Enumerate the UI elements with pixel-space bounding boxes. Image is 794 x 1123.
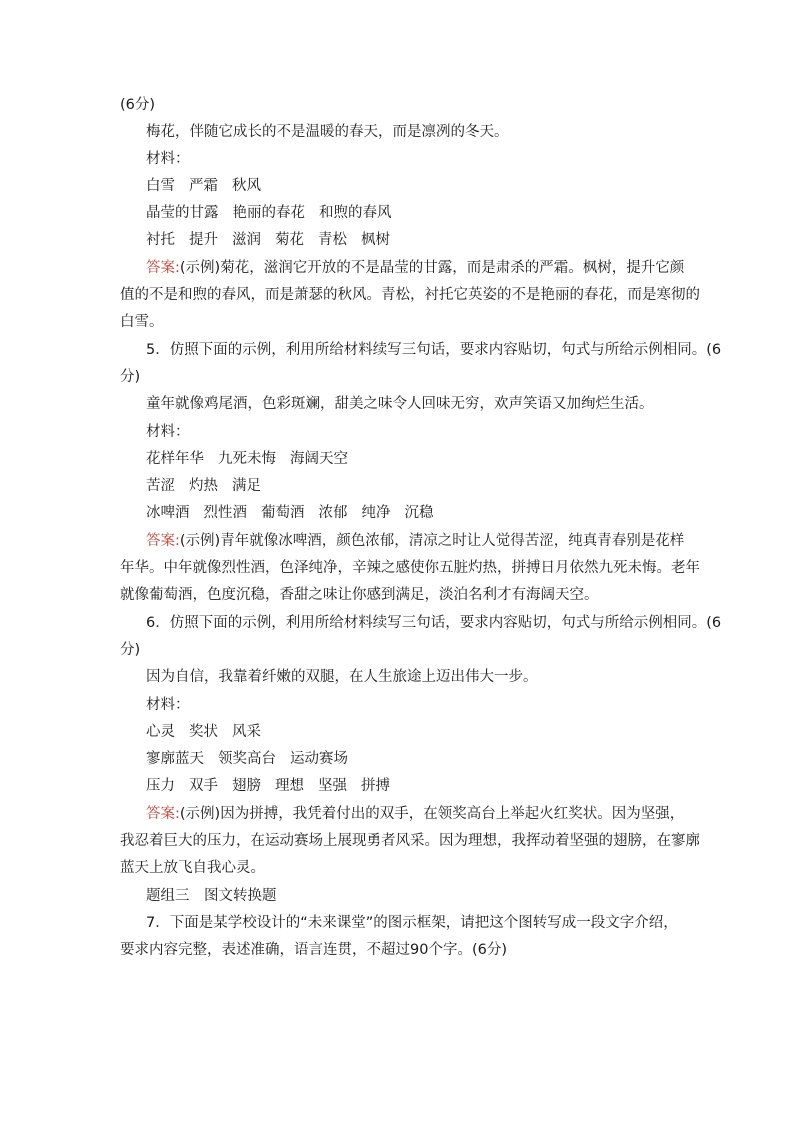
answer-paragraph-6-cont: 蓝天上放飞自我心灵。 [120,860,265,876]
question-6-cont: 分) [120,642,141,658]
score-note: (6分) [120,97,156,113]
answer-paragraph-5-cont: 年华。中年就像烈性酒，色泽纯净，辛辣之感使你五脏灼热，拼搏日月依然九死未悔。老年 [120,560,700,576]
answer-paragraph-4-cont: 白雪。 [120,314,164,330]
answer-label: 答案: [146,806,180,822]
material-line: 花样年华 九死未悔 海阔天空 [146,451,348,467]
answer-paragraph-6: 答案:(示例)因为拼搏，我凭着付出的双手，在领奖高台上举起火红奖状。因为坚强， [146,806,685,822]
material-line: 晶莹的甘露 艳丽的春花 和煦的春风 [146,205,392,221]
section-heading: 题组三 图文转换题 [146,888,277,904]
materials-heading: 材料： [146,424,190,440]
example-sentence-4: 梅花，伴随它成长的不是温暖的春天，而是凛冽的冬天。 [146,124,509,140]
material-line: 寥廓蓝天 领奖高台 运动赛场 [146,751,348,767]
answer-label: 答案: [146,533,180,549]
question-5-cont: 分) [120,369,141,385]
answer-paragraph-6-cont: 我忍着巨大的压力，在运动赛场上展现勇者风采。因为理想，我挥动着坚强的翅膀，在寥廓 [120,833,700,849]
material-line: 冰啤酒 烈性酒 葡萄酒 浓郁 纯净 沉稳 [146,505,434,521]
material-line: 白雪 严霜 秋风 [146,178,261,194]
answer-paragraph-4-cont: 值的不是和煦的春风，而是萧瑟的秋风。青松，衬托它英姿的不是艳丽的春花，而是寒彻的 [120,287,700,303]
question-6: 6．仿照下面的示例，利用所给材料续写三句话，要求内容贴切，句式与所给示例相同。(6 [146,615,722,631]
material-line: 苦涩 灼热 满足 [146,478,261,494]
materials-heading: 材料： [146,697,190,713]
question-5: 5．仿照下面的示例，利用所给材料续写三句话，要求内容贴切，句式与所给示例相同。(6 [146,342,722,358]
material-line: 压力 双手 翅膀 理想 坚强 拼搏 [146,778,390,794]
question-7-cont: 要求内容完整，表述准确，语言连贯，不超过90个字。(6分) [120,942,507,958]
answer-paragraph-5: 答案:(示例)青年就像冰啤酒，颜色浓郁，清凉之时让人觉得苦涩，纯真青春别是花样 [146,533,685,549]
materials-heading: 材料： [146,151,190,167]
question-7: 7．下面是某学校设计的“未来课堂”的图示框架，请把这个图转写成一段文字介绍， [146,915,678,931]
example-sentence-5: 童年就像鸡尾酒，色彩斑斓，甜美之味令人回味无穷，欢声笑语又加绚烂生活。 [146,396,654,412]
answer-paragraph-5-cont: 就像葡萄酒，色度沉稳，香甜之味让你感到满足，淡泊名利才有海阔天空。 [120,587,599,603]
material-line: 衬托 提升 滋润 菊花 青松 枫树 [146,232,390,248]
answer-label: 答案: [146,260,180,276]
answer-paragraph-4: 答案:(示例)菊花，滋润它开放的不是晶莹的甘露，而是肃杀的严霜。枫树，提升它颜 [146,260,685,276]
material-line: 心灵 奖状 风采 [146,724,261,740]
example-sentence-6: 因为自信，我靠着纤嫩的双腿，在人生旅途上迈出伟大一步。 [146,669,538,685]
